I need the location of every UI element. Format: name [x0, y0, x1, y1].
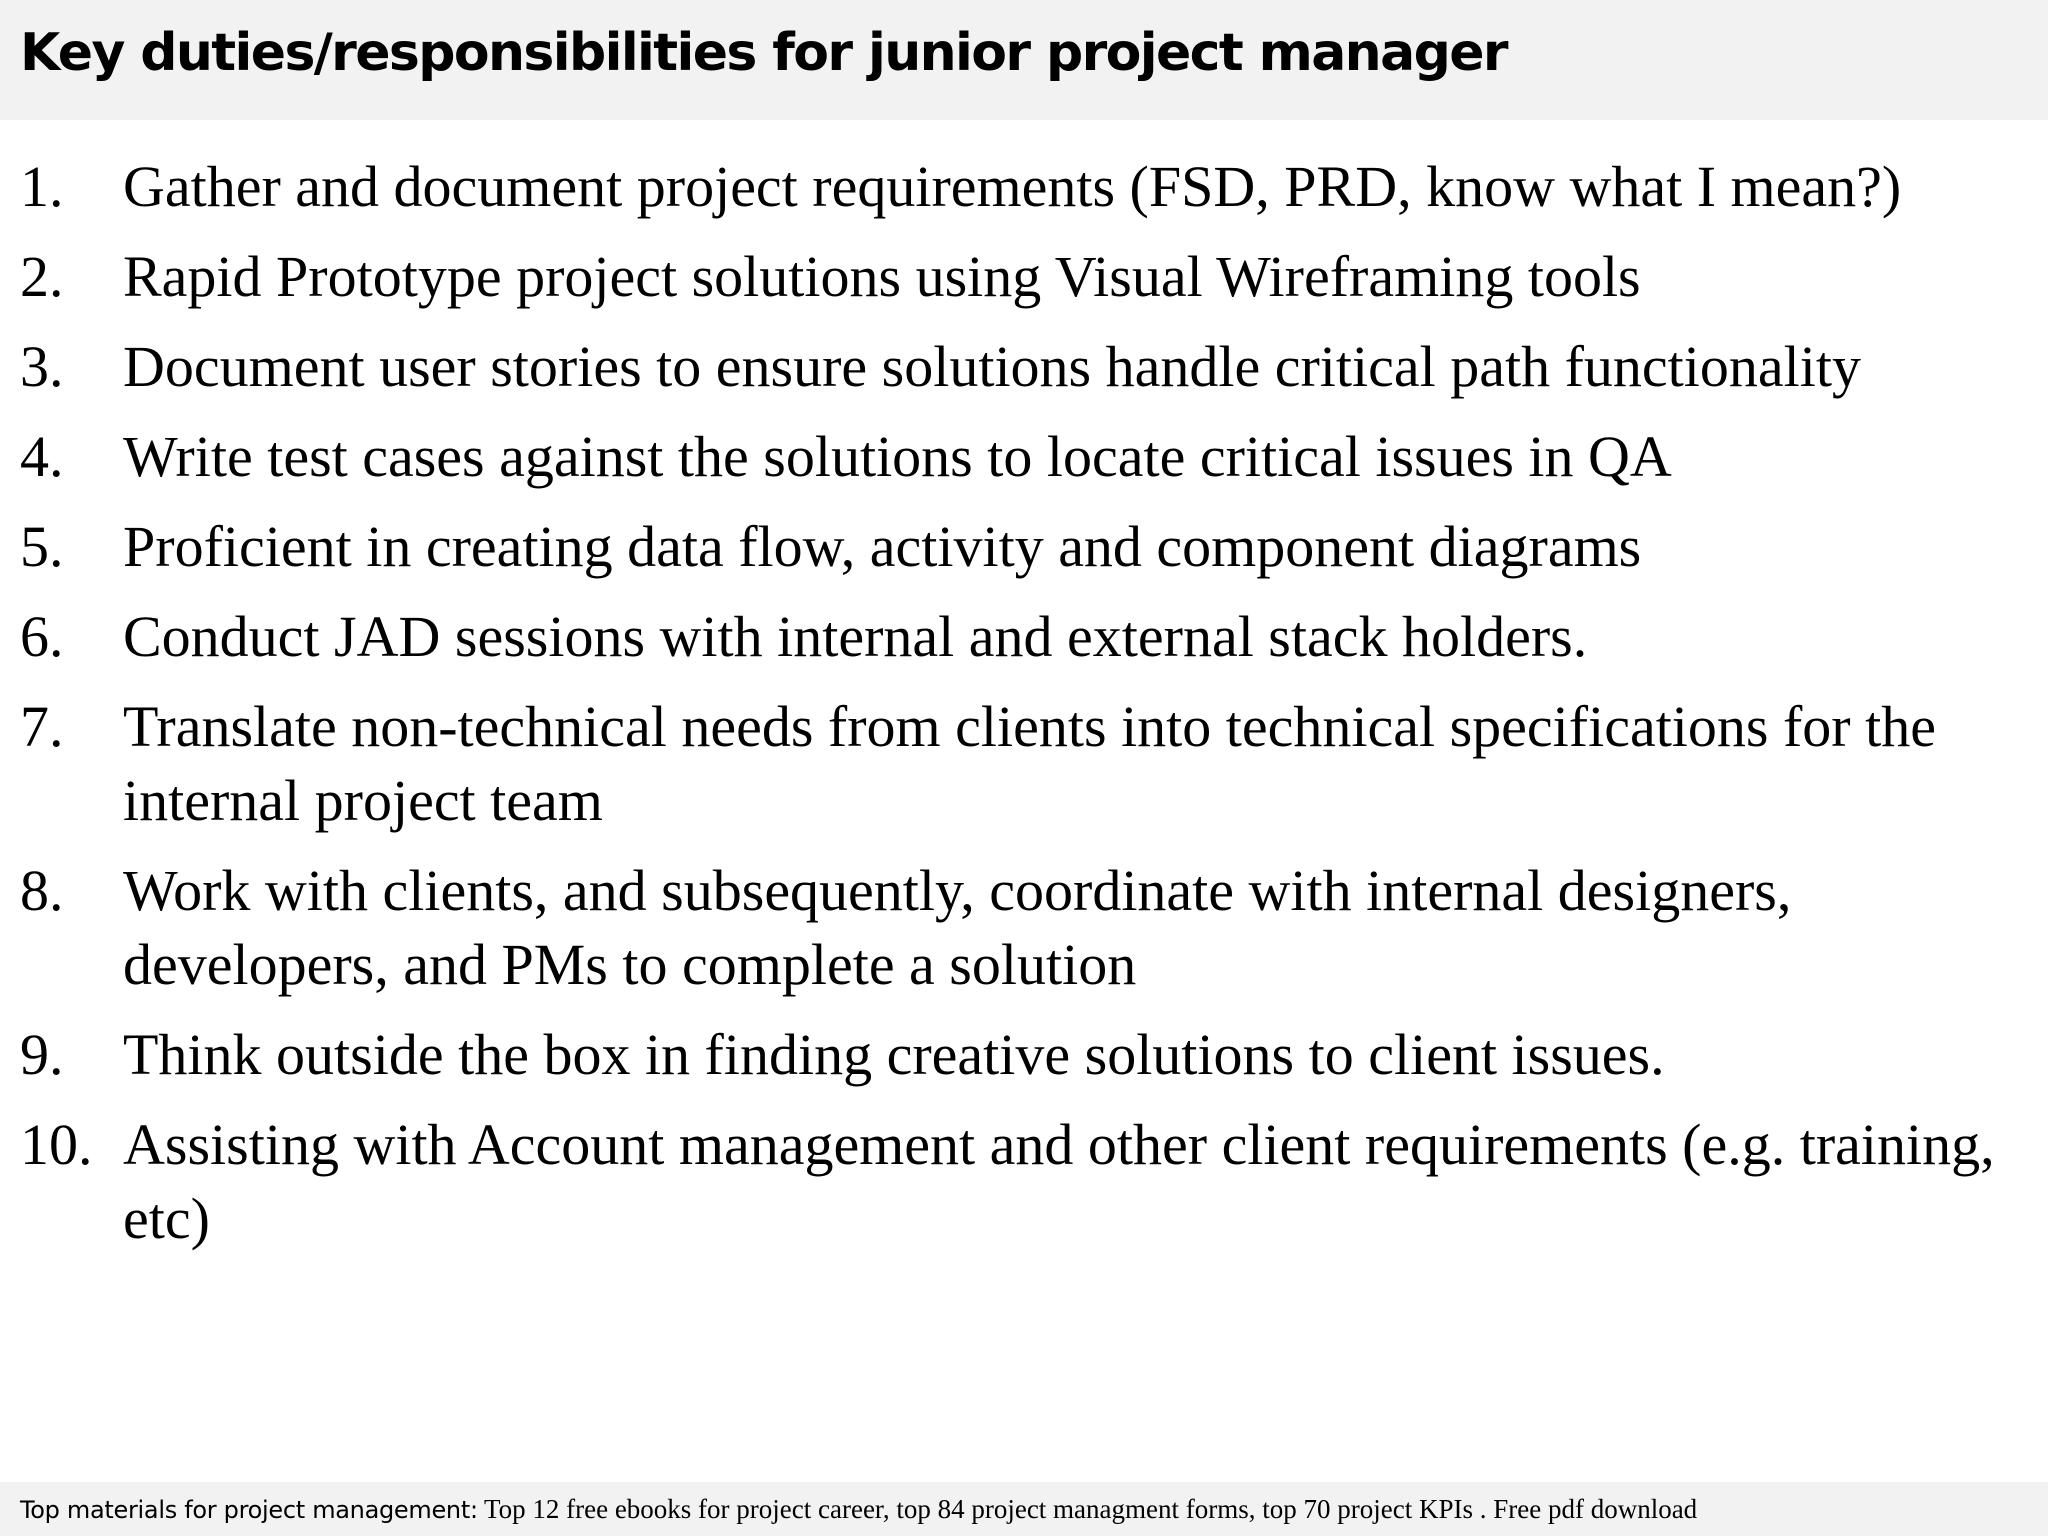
item-text: Work with clients, and subsequently, coordinate with internal designers, developers, and PMs to complete a solution: [123, 858, 1792, 997]
item-number: 10.: [20, 1112, 93, 1177]
list-item: [0, 330, 2048, 404]
item-text: Conduct JAD sessions with internal and external stack holders.: [123, 604, 1588, 669]
item-text: Think outside the box in finding creative solutions to client issues.: [123, 1022, 1665, 1087]
item-number: 8.: [20, 858, 64, 923]
item-number: 1.: [20, 154, 64, 219]
list-item: [0, 1108, 2048, 1256]
item-text: Gather and document project requirements (FSD, PRD, know what I mean?): [123, 154, 1902, 219]
list-item: [0, 150, 2048, 224]
item-number: 3.: [20, 334, 64, 399]
item-text: Proficient in creating data flow, activity and component diagrams: [123, 514, 1642, 579]
title-bar: [0, 0, 2048, 120]
duties-list: [0, 150, 2048, 1272]
item-text: Document user stories to ensure solutions handle critical path functionality: [123, 334, 1861, 399]
item-number: 5.: [20, 514, 64, 579]
item-number: 7.: [20, 694, 64, 759]
item-text: Rapid Prototype project solutions using Visual Wireframing tools: [123, 244, 1641, 309]
footer-lead: Top materials for project management:: [20, 1496, 478, 1524]
item-number: 2.: [20, 244, 64, 309]
list-item: [0, 690, 2048, 838]
item-number: 9.: [20, 1022, 64, 1087]
slide-title: Key duties/responsibilities for junior project manager: [20, 23, 1507, 83]
item-number: 4.: [20, 424, 64, 489]
list-item: [0, 1018, 2048, 1092]
item-text: Translate non-technical needs from clients into technical specifications for the internal project team: [123, 694, 1936, 833]
item-text: Write test cases against the solutions to locate critical issues in QA: [123, 424, 1672, 489]
list-item: [0, 240, 2048, 314]
list-item: [0, 854, 2048, 1002]
item-text: Assisting with Account management and other client requirements (e.g. training, etc): [123, 1112, 1995, 1251]
footer-links-text: Top 12 free ebooks for project career, top 84 project managment forms, top 70 project KPIs . Free pdf download: [477, 1494, 1698, 1524]
footer-text: [20, 1493, 1697, 1526]
list-item: [0, 420, 2048, 494]
list-item: [0, 600, 2048, 674]
list-item: [0, 510, 2048, 584]
item-number: 6.: [20, 604, 64, 669]
